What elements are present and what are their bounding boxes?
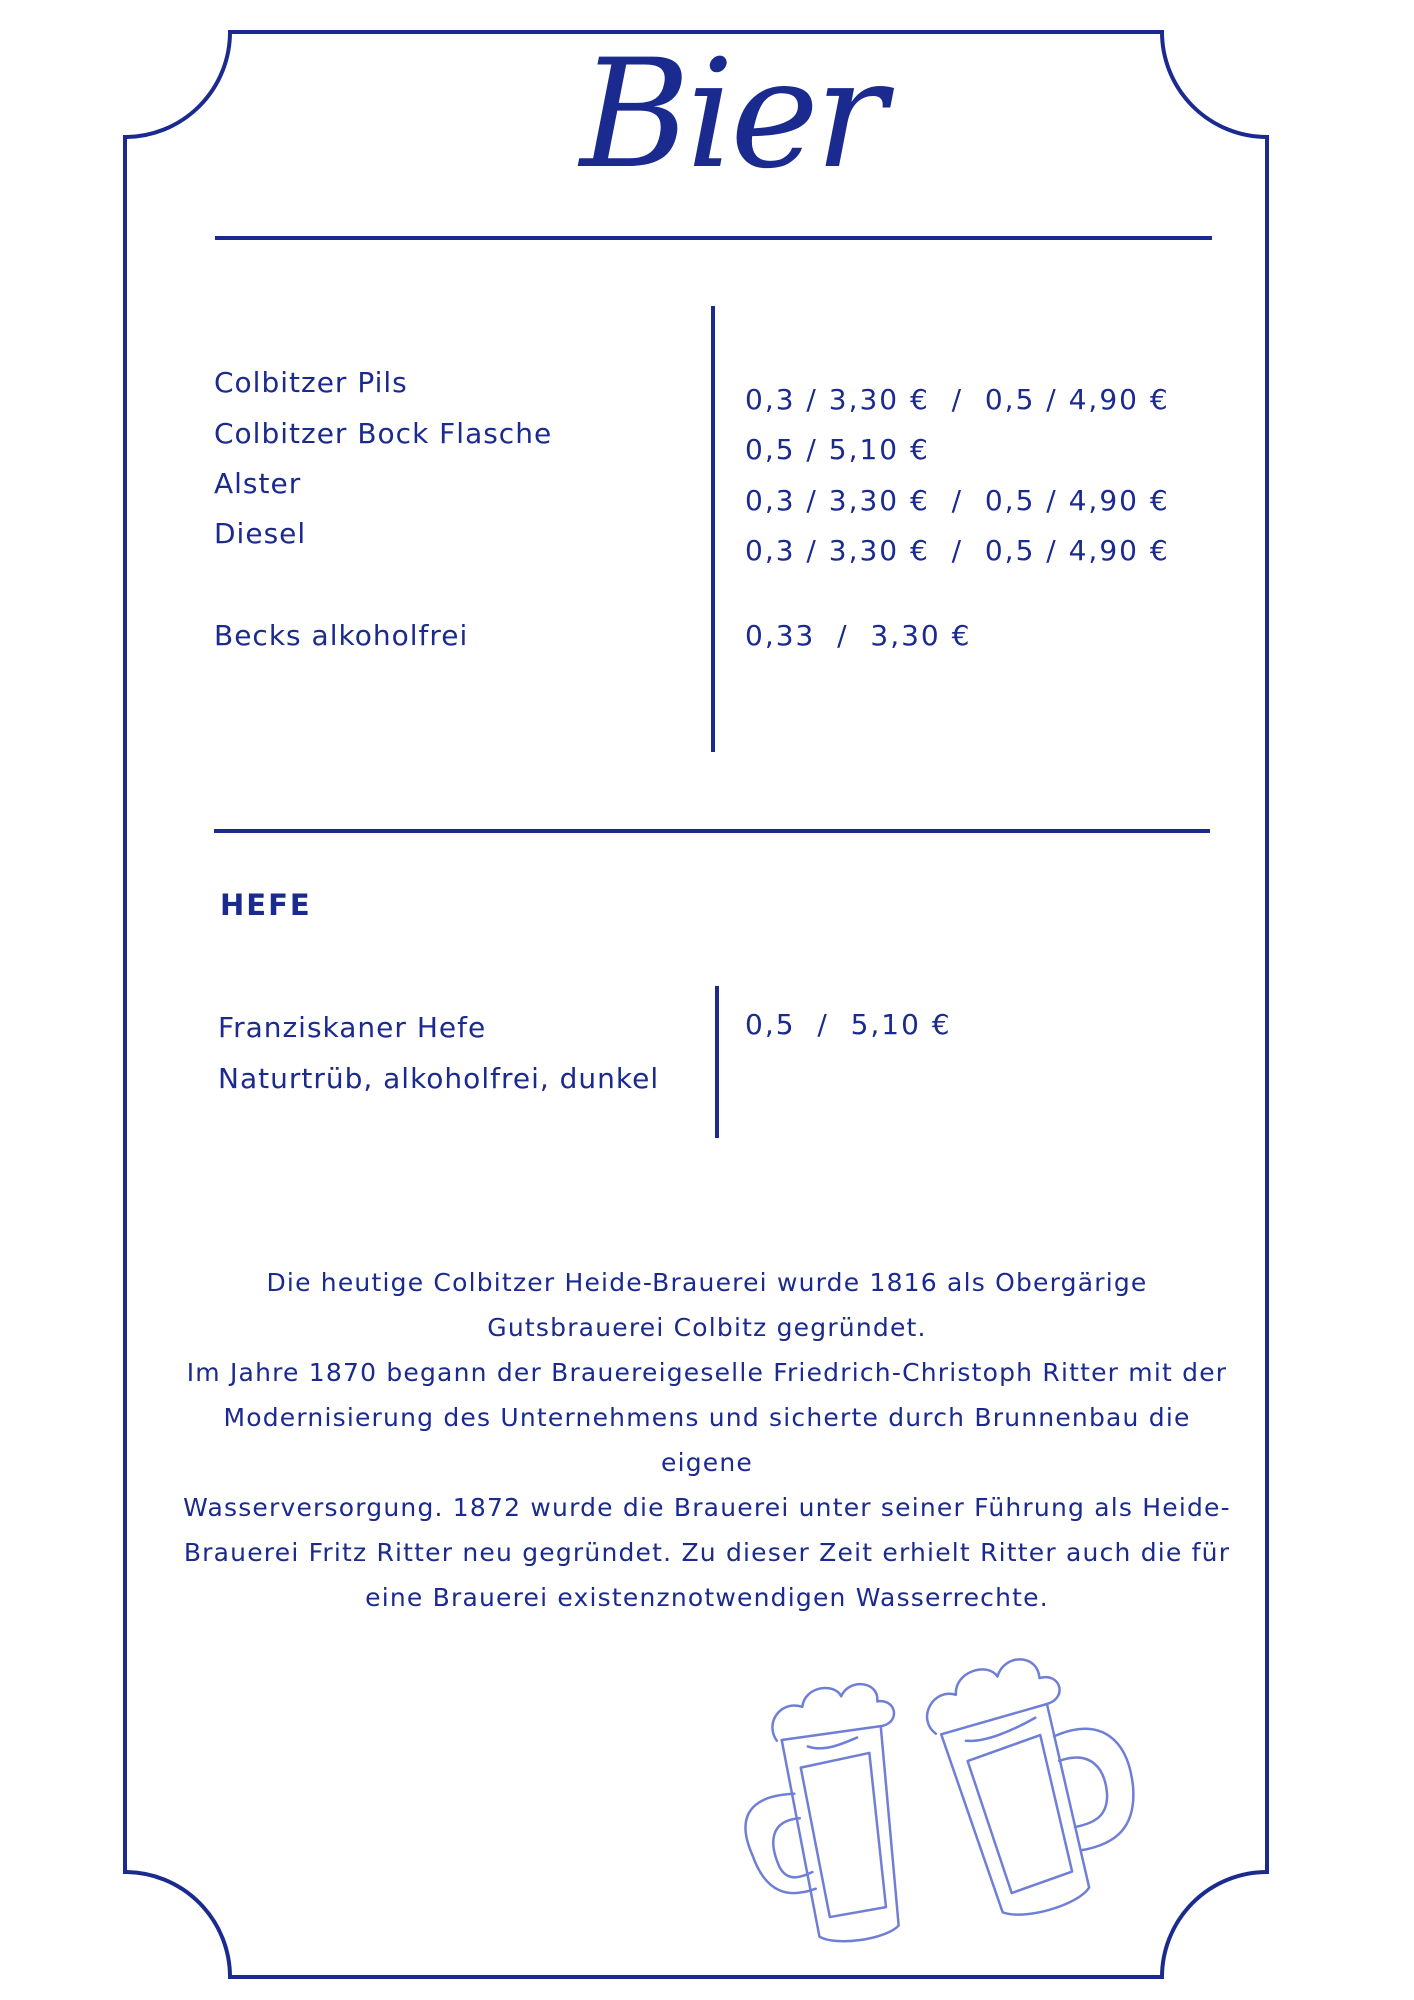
history-line: eine Brauerei existenznotwendigen Wasserrechte. bbox=[365, 1583, 1049, 1612]
beer-mugs-icon bbox=[720, 1630, 1180, 1960]
title-divider bbox=[215, 236, 1212, 240]
hefe-variants: Naturtrüb, alkoholfrei, dunkel bbox=[218, 1062, 660, 1095]
beer-price: 0,3 / 3,30 € / 0,5 / 4,90 € bbox=[745, 534, 1170, 567]
column-divider bbox=[711, 306, 715, 752]
section-divider bbox=[214, 829, 1210, 833]
section-heading-hefe: HEFE bbox=[220, 888, 312, 922]
beer-name: Colbitzer Bock Flasche bbox=[214, 417, 553, 450]
history-line: Modernisierung des Unternehmens und sicherte durch Brunnenbau die eigene bbox=[223, 1403, 1191, 1477]
beer-price: 0,3 / 3,30 € / 0,5 / 4,90 € bbox=[745, 484, 1170, 517]
history-line: Brauerei Fritz Ritter neu gegründet. Zu dieser Zeit erhielt Ritter auch die für bbox=[183, 1538, 1231, 1567]
beer-name: Colbitzer Pils bbox=[214, 366, 408, 399]
history-line: Wasserversorgung. 1872 wurde die Brauerei unter seiner Führung als Heide- bbox=[183, 1493, 1231, 1522]
page-title: Bier bbox=[580, 28, 883, 202]
history-line: Die heutige Colbitzer Heide-Brauerei wurde 1816 als Obergärige bbox=[266, 1268, 1148, 1297]
hefe-name: Franziskaner Hefe bbox=[218, 1011, 487, 1044]
beer-price: 0,5 / 5,10 € bbox=[745, 433, 930, 466]
beer-price: 0,3 / 3,30 € / 0,5 / 4,90 € bbox=[745, 383, 1170, 416]
brewery-history bbox=[180, 1260, 1234, 1620]
column-divider bbox=[715, 986, 719, 1138]
beer-price: 0,33 / 3,30 € bbox=[745, 619, 972, 652]
beer-name: Alster bbox=[214, 467, 302, 500]
hefe-price: 0,5 / 5,10 € bbox=[745, 1008, 952, 1041]
history-line: Im Jahre 1870 begann der Brauereigeselle Friedrich-Christoph Ritter mit der bbox=[186, 1358, 1228, 1387]
beer-name: Diesel bbox=[214, 517, 307, 550]
beer-name: Becks alkoholfrei bbox=[214, 619, 469, 652]
history-line: Gutsbrauerei Colbitz gegründet. bbox=[487, 1313, 927, 1342]
